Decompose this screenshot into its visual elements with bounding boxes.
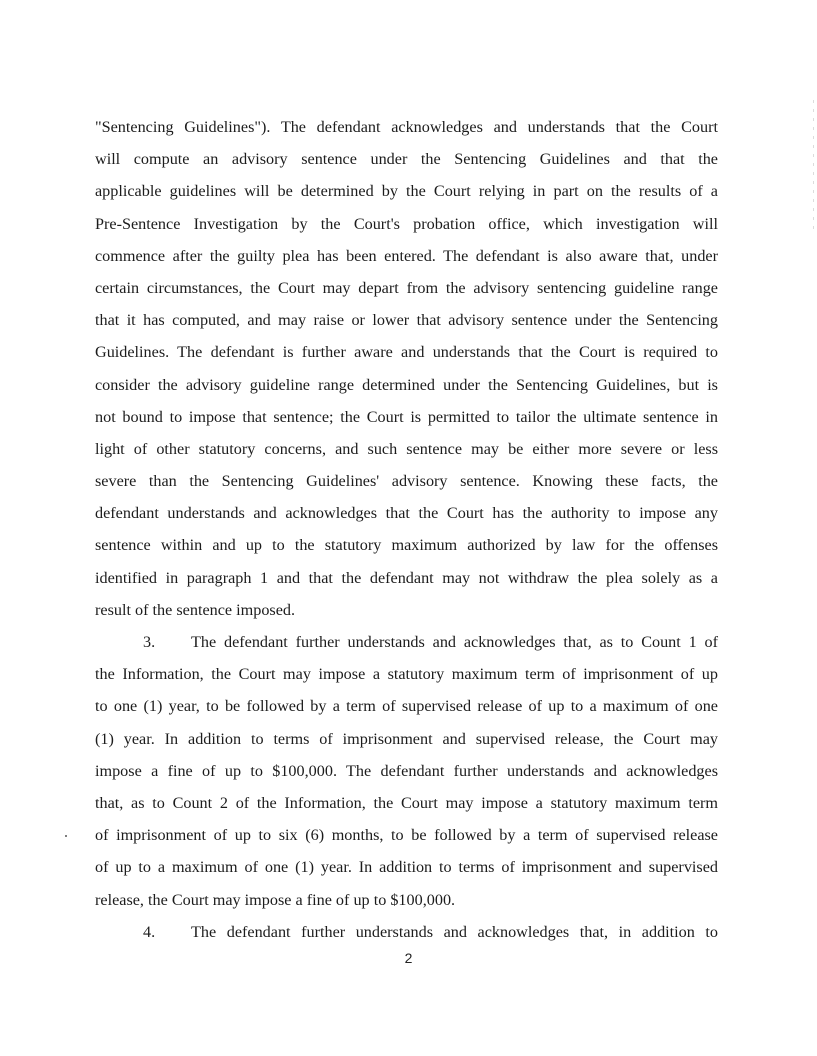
text-line: will compute an advisory sentence under the Sentencing Guidelines and that the: [95, 150, 718, 169]
text-line: that, as to Count 2 of the Information, the Court may impose a statutory maximum term: [95, 793, 718, 812]
text-line: impose a fine of up to $100,000. The defendant further understands and acknowledges: [95, 761, 718, 780]
text-line: Pre-Sentence Investigation by the Court's probation office, which investigation will: [95, 214, 718, 233]
paragraph-4-number: 4.: [143, 922, 156, 941]
text-line: sentence within and up to the statutory maximum authorized by law for the offenses: [95, 536, 718, 555]
text-line: severe than the Sentencing Guidelines' advisory sentence. Knowing these facts, the: [95, 472, 718, 491]
text-line: to one (1) year, to be followed by a term of supervised release of up to a maximum of one: [95, 697, 718, 716]
text-line: light of other statutory concerns, and such sentence may be either more severe or less: [95, 439, 718, 458]
text-line: commence after the guilty plea has been entered. The defendant is also aware that, under: [95, 246, 718, 265]
text-line: certain circumstances, the Court may depart from the advisory sentencing guideline range: [95, 278, 718, 297]
text-line: the Information, the Court may impose a statutory maximum term of imprisonment of up: [95, 665, 718, 684]
text-line: release, the Court may impose a fine of up to $100,000.: [95, 890, 456, 909]
text-line: of up to a maximum of one (1) year. In addition to terms of imprisonment and supervised: [95, 858, 718, 877]
text-line: identified in paragraph 1 and that the defendant may not withdraw the plea solely as a: [95, 568, 718, 587]
text-line: defendant understands and acknowledges that the Court has the authority to impose any: [95, 504, 718, 523]
text-line: result of the sentence imposed.: [95, 600, 296, 619]
paragraph-4-first-line: [95, 916, 718, 948]
text-line: not bound to impose that sentence; the Court is permitted to tailor the ultimate sentence in: [95, 407, 718, 426]
scan-speck: [65, 835, 67, 837]
text-line: applicable guidelines will be determined by the Court relying in part on the results of a: [95, 182, 718, 201]
paragraph-4-lead-text: The defendant further understands and acknowledges that, in addition to: [191, 922, 718, 941]
document-body: [95, 111, 718, 948]
text-line: that it has computed, and may raise or lower that advisory sentence under the Sentencing: [95, 311, 718, 330]
paragraph-3-lead-text: The defendant further understands and acknowledges that, as to Count 1 of: [191, 633, 718, 651]
text-line: of imprisonment of up to six (6) months, to be followed by a term of supervised release: [95, 826, 718, 845]
text-line: Guidelines. The defendant is further aware and understands that the Court is required to: [95, 343, 718, 362]
text-line: consider the advisory guideline range determined under the Sentencing Guidelines, but is: [95, 375, 718, 394]
text-line: "Sentencing Guidelines"). The defendant acknowledges and understands that the Court: [95, 118, 718, 136]
scan-margin-mark: [813, 100, 814, 230]
paragraph-3-first-line: [95, 626, 718, 658]
paragraph-3-number: 3.: [143, 633, 156, 651]
page-number: 2: [404, 950, 413, 966]
text-line: (1) year. In addition to terms of imprisonment and supervised release, the Court may: [95, 729, 718, 748]
